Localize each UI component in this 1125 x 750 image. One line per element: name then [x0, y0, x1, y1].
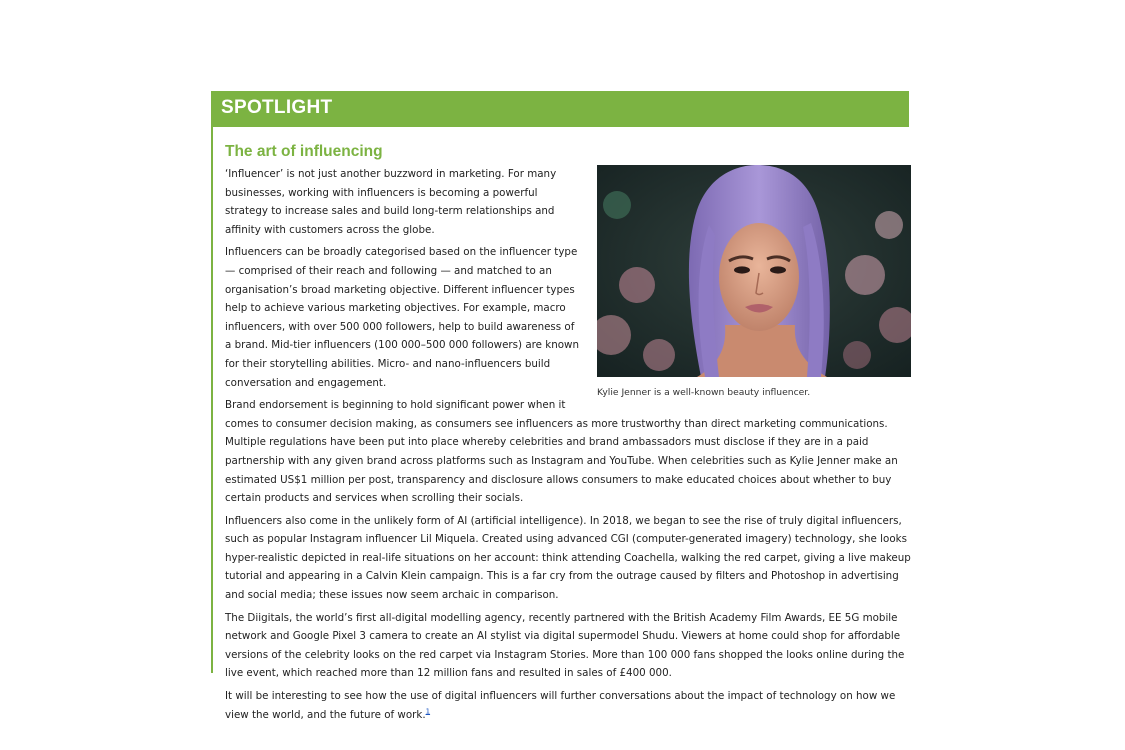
portrait-photo	[597, 165, 911, 377]
paragraph-1: ‘Influencer’ is not just another buzzword in marketing. For many businesses, working with influencers is becoming a powerful strategy to increase sales and build long-term relationships and affinity with customers across the globe.	[225, 168, 557, 236]
footnote-link[interactable]: 1	[425, 707, 431, 716]
spotlight-box	[211, 91, 911, 721]
banner-title: SPOTLIGHT	[221, 97, 333, 118]
article-headline: The art of influencing	[225, 143, 383, 160]
paragraph-5: The Diigitals, the world’s first all-digital modelling agency, recently partnered with the British Academy Film Awards, EE 5G mobile network and Google Pixel 3 camera to create an AI stylist via digital supermodel Shudu. Viewers at home could shop for affordable versions of the celebrity looks on the red carpet via Instagram Stories. More than 100 000 fans shopped the looks online during the live event, which reached more than 12 million fans and resulted in sales of £400 000.	[225, 611, 905, 680]
figure-caption: Kylie Jenner is a well-known beauty influencer.	[597, 387, 811, 398]
paragraph-6	[225, 687, 911, 724]
article	[225, 143, 911, 728]
paragraph-2: Influencers can be broadly categorised based on the influencer type — comprised of their reach and following — and matched to an organisation’s broad marketing objective. Different influencer types help to achieve various marketing objectives. For example, macro influencers, with over 500 000 followers, help to build awareness of a brand. Mid-tier influencers (100 000–500 000 followers) are known for their storytelling abilities. Micro- and nano-influencers build conversation and engagement.	[225, 246, 579, 389]
spotlight-banner	[211, 91, 909, 127]
paragraph-4: Influencers also come in the unlikely form of AI (artificial intelligence). In 2018, we began to see the rise of truly digital influencers, such as popular Instagram influencer Lil Miquela. Created using advanced CGI (computer-generated imagery) technology, she looks hyper-realistic depicted in real-life situations on her account: think attending Coachella, walking the red carpet, giving a live makeup tutorial and appearing in a Calvin Klein campaign. This is a far cry from the outrage caused by filters and Photoshop in advertising and social media; these issues now seem archaic in comparison.	[225, 514, 911, 602]
figure	[597, 165, 911, 400]
paragraph-6-text: It will be interesting to see how the use of digital influencers will further conversations about the impact of technology on how we view the world, and the future of work.	[225, 690, 896, 721]
paragraph-3: Brand endorsement is beginning to hold significant power when it comes to consumer decision making, as consumers see influencers as more trustworthy than direct marketing communications. Multiple regulations have been put into place whereby celebrities and brand ambassadors must disclose if they are in a paid partnership with any given brand across platforms such as Instagram and YouTube. When celebrities such as Kylie Jenner make an estimated US$1 million per post, transparency and disclosure allows consumers to make educated choices about whether to buy certain products and services when scrolling their socials.	[225, 399, 898, 505]
